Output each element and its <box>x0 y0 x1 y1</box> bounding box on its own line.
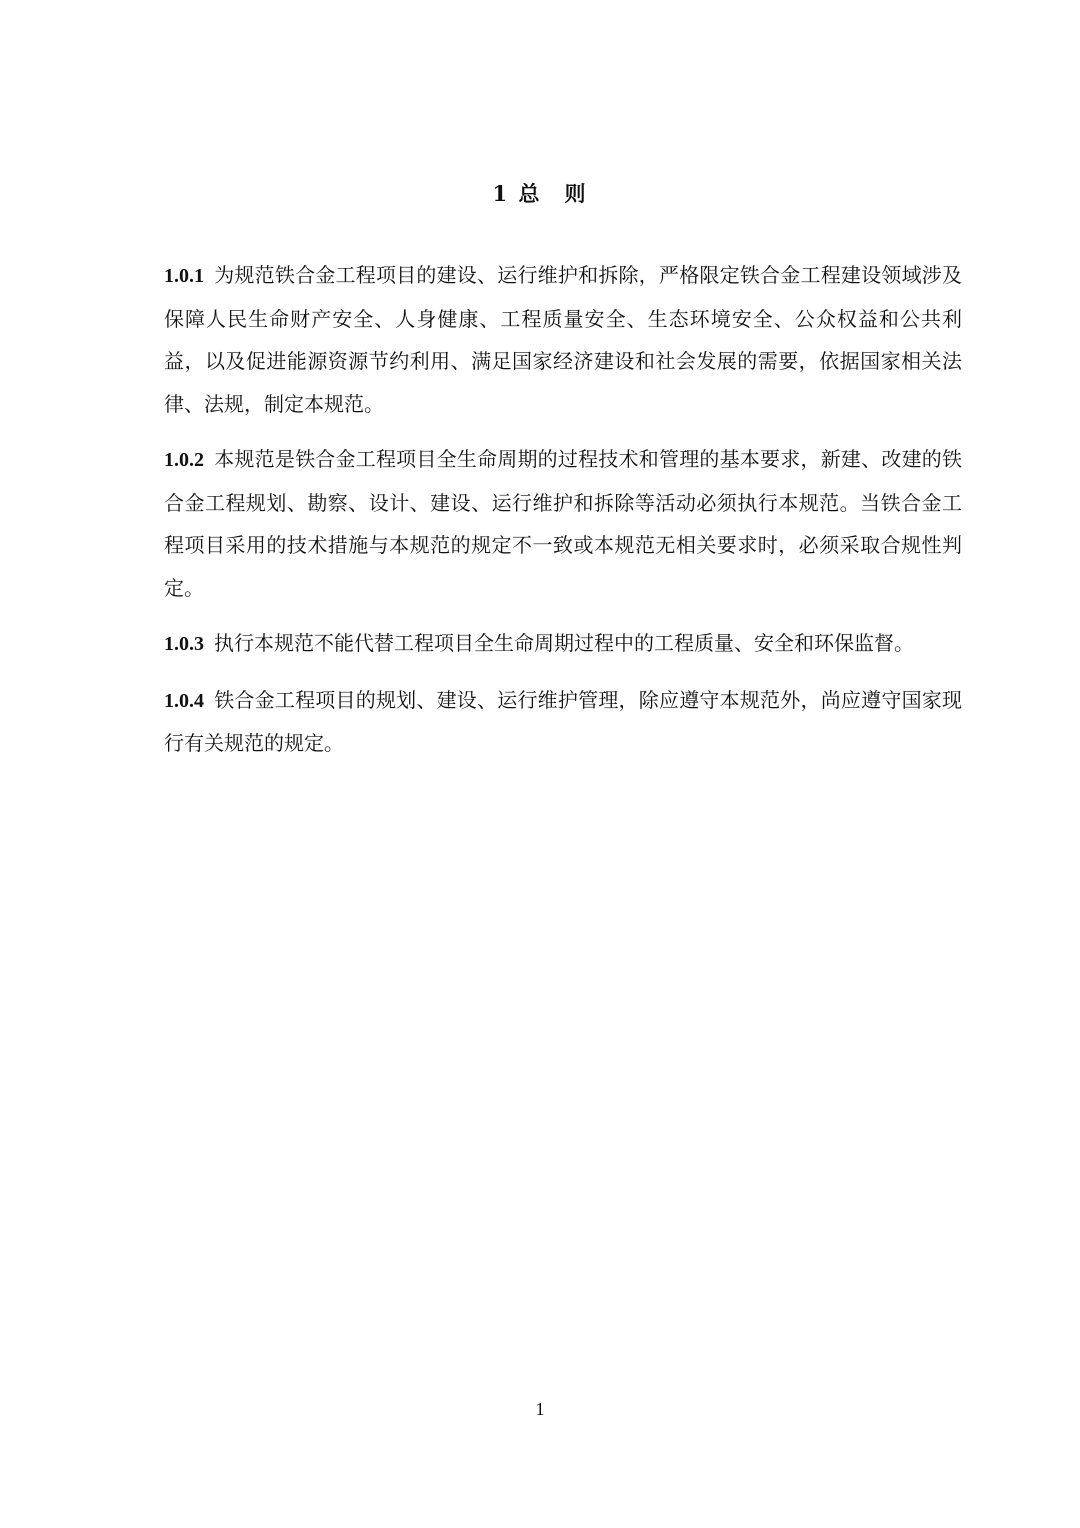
page-number: 1 <box>535 1399 545 1419</box>
clause-text: 本规范是铁合金工程项目全生命周期的过程技术和管理的基本要求，新建、改建的铁合金工程规划、勘察、设计、建设、运行维护和拆除等活动必须执行本规范。当铁合金工程项目采用的技术措施与本规范的规定不一致或本规范无相关要求时，必须采取合规性判定。 <box>164 447 962 600</box>
clause-1-0-4 <box>164 679 962 765</box>
document-body <box>164 254 962 778</box>
clause-number: 1.0.1 <box>164 265 204 287</box>
chapter-title: 1 总 则 <box>492 181 588 206</box>
clause-1-0-3 <box>164 622 962 666</box>
clause-text: 为规范铁合金工程项目的建设、运行维护和拆除，严格限定铁合金工程建设领域涉及保障人民生命财产安全、人身健康、工程质量安全、生态环境安全、公众权益和公共利益，以及促进能源资源节约利用、满足国家经济建设和社会发展的需要，依据国家相关法律、法规，制定本规范。 <box>164 263 962 416</box>
clause-number: 1.0.4 <box>164 689 204 712</box>
clause-1-0-2 <box>164 438 962 609</box>
clause-number: 1.0.3 <box>164 633 204 655</box>
clause-text: 铁合金工程项目的规划、建设、运行维护管理，除应遵守本规范外，尚应遵守国家现行有关规范的规定。 <box>164 687 962 755</box>
clause-1-0-1 <box>164 254 962 425</box>
clause-number: 1.0.2 <box>164 449 204 471</box>
clause-text: 执行本规范不能代替工程项目全生命周期过程中的工程质量、安全和环保监督。 <box>214 631 914 655</box>
